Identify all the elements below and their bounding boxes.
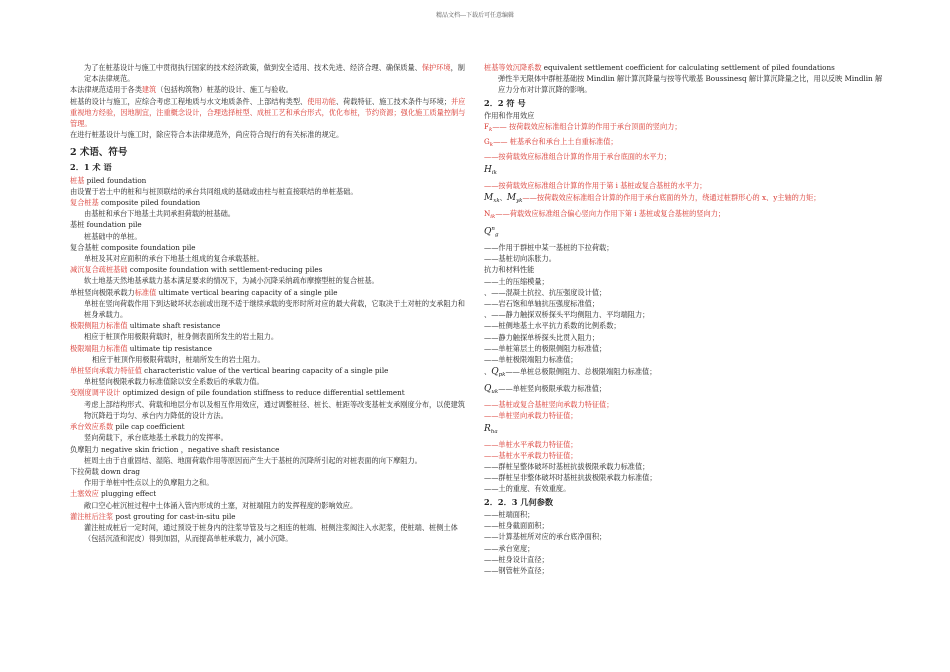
text-run: 桩基等效沉降系数 bbox=[484, 63, 542, 72]
paragraph bbox=[484, 242, 888, 253]
paragraph bbox=[70, 432, 468, 443]
paragraph bbox=[70, 488, 468, 499]
text-run: ——群桩呈非整体破坏时基桩抗拔极限承载力标准值； bbox=[484, 473, 657, 483]
text-run: ——单桩总极限侧阻力、总极限端阻力标准值； bbox=[505, 367, 657, 377]
text-run: ——桩端面积； bbox=[484, 509, 535, 519]
text-run: 、——静力触探双桥探头平均侧阻力、平均端阻力； bbox=[484, 310, 650, 320]
text-run: ——作用于群桩中某一基桩的下拉荷载； bbox=[484, 243, 614, 253]
text-run: 复合基桩 composite foundation pile bbox=[70, 242, 196, 252]
text-run: 灌注桩后注浆 bbox=[70, 511, 114, 521]
paragraph bbox=[70, 275, 468, 286]
subscript: pk bbox=[498, 372, 506, 379]
text-run: 2．2 符 号 bbox=[484, 97, 526, 108]
paragraph bbox=[484, 531, 888, 542]
paragraph bbox=[484, 136, 888, 151]
paragraph bbox=[70, 197, 468, 208]
text-run: 、荷载特征、施工技术条件与环境； bbox=[335, 96, 451, 106]
text-run: ——计算基桩所对应的承台底净面积； bbox=[484, 532, 607, 542]
text-run: post grouting for cast-in-situ pile bbox=[113, 511, 236, 521]
paragraph bbox=[484, 565, 888, 576]
text-run: 单桩在竖向荷载作用下到达破坏状态前或出现不适于继续承载的变形时所对应的最大荷载，它取决于土对桩的支承阻力和桩身承载力。 bbox=[84, 298, 465, 320]
text-run: 相应于桩顶作用极限荷载时，桩身侧表面所发生的岩土阻力。 bbox=[84, 332, 279, 342]
math-symbol: Q bbox=[484, 227, 492, 238]
paragraph bbox=[484, 509, 888, 520]
text-run: 并应重视地方经验，因地制宜，注重概念设计，合理选择桩型、成桩工艺和承台形式，优化布桩，节约资源；强化施工质量控制与管理。 bbox=[70, 96, 466, 129]
text-run: 抗力和材料性能 bbox=[484, 265, 535, 275]
paragraph bbox=[70, 84, 468, 95]
text-run: ultimate vertical bearing capacity of a single pile bbox=[156, 287, 338, 297]
subscript: ik bbox=[491, 169, 497, 176]
text-run: ——按荷载效应标准组合计算的作用于承台底面的外力，绕通过桩群形心的 x、y主轴的力矩； bbox=[522, 192, 821, 202]
paragraph bbox=[70, 231, 468, 242]
text-run: 复合桩基 bbox=[70, 198, 99, 208]
text-run: 保护环境 bbox=[421, 63, 451, 72]
paragraph bbox=[484, 180, 888, 191]
text-run: —— 按荷载效应标准组合计算的作用于承台顶面的竖向力； bbox=[492, 122, 682, 132]
text-run: 桩基 bbox=[70, 175, 85, 185]
text-run: 2．1 术 语 bbox=[70, 162, 112, 173]
text-run: ultimate shaft resistance bbox=[127, 321, 221, 331]
text-run: 单桩及其对应面积的承台下地基土组成的复合承载基桩。 bbox=[84, 254, 264, 264]
text-run: （包括构筑物）桩基的设计、施工与验收。 bbox=[156, 85, 293, 95]
text-run: 由基桩和承台下地基土共同承担荷载的桩基础。 bbox=[84, 209, 235, 219]
subscript: ha bbox=[490, 428, 498, 435]
text-run: 下拉荷载 down drag bbox=[70, 466, 140, 476]
paragraph bbox=[484, 287, 888, 298]
math-symbol: Q bbox=[491, 367, 499, 378]
text-run: 2 术语、符号 bbox=[70, 147, 128, 159]
paragraph bbox=[484, 382, 888, 399]
text-run: 敞口空心桩沉桩过程中土体涌入管内形成的土塞，对桩端阻力的发挥程度的影响效应。 bbox=[84, 500, 358, 510]
right-column bbox=[484, 62, 888, 576]
text-run: ——单桩第层土的极限侧阻力标准值； bbox=[484, 343, 607, 353]
paragraph bbox=[70, 129, 468, 140]
paragraph bbox=[70, 511, 468, 522]
text-run: ——单桩极限端阻力标准值； bbox=[484, 355, 578, 365]
text-run: ——桩侧地基土水平抗力系数的比例系数； bbox=[484, 321, 621, 331]
text-run: 单桩竖向极限承载力 bbox=[70, 287, 135, 297]
math-symbol: R bbox=[484, 423, 491, 434]
paragraph bbox=[70, 62, 468, 84]
paragraph bbox=[484, 298, 888, 309]
section-heading bbox=[484, 98, 888, 109]
text-run: ——土的重度、有效重度。 bbox=[484, 484, 571, 494]
paragraph bbox=[484, 110, 888, 121]
paragraph bbox=[484, 223, 888, 242]
paragraph bbox=[70, 376, 468, 387]
text-run: 变刚度调平设计 bbox=[70, 388, 121, 398]
paragraph bbox=[484, 399, 888, 410]
math-symbol: Q bbox=[484, 384, 492, 395]
text-run: 竖向荷载下，承台底地基土承载力的发挥率。 bbox=[84, 433, 228, 443]
text-run: G bbox=[484, 137, 490, 147]
text-run: ——桩身截面面积； bbox=[484, 521, 549, 531]
math-symbol: M bbox=[506, 192, 517, 203]
paragraph bbox=[484, 253, 888, 264]
paragraph bbox=[484, 151, 888, 162]
paragraph bbox=[70, 331, 468, 342]
text-run: 极限侧阻力标准值 bbox=[70, 321, 128, 331]
paragraph bbox=[484, 62, 888, 73]
paragraph bbox=[70, 387, 468, 398]
text-run: plugging effect bbox=[98, 489, 157, 499]
paragraph bbox=[70, 264, 468, 275]
paragraph bbox=[70, 500, 468, 511]
text-run: 土塞效应 bbox=[70, 489, 99, 499]
text-run: ——土的压缩模量； bbox=[484, 276, 549, 286]
text-run: ，制定本法律规范。 bbox=[84, 63, 465, 84]
text-run: 由设置于岩土中的桩和与桩顶联结的承台共同组成的基础或由柱与桩直接联结的单桩基础。 bbox=[70, 186, 358, 196]
paragraph bbox=[484, 450, 888, 461]
paragraph bbox=[484, 163, 888, 180]
text-run: 桩周土由于自重固结、湿陷、地面荷载作用等原因而产生大于基桩的沉降所引起的对桩表面的向下摩阻力。 bbox=[84, 455, 422, 465]
text-run: 标准值 bbox=[134, 287, 157, 297]
left-column bbox=[70, 62, 468, 544]
text-run: ultimate tip resistance bbox=[127, 343, 212, 353]
paragraph bbox=[70, 477, 468, 488]
text-run: ——单桩竖向极限承载力标准值； bbox=[498, 384, 607, 394]
text-run: 桩基础中的单桩。 bbox=[84, 231, 142, 241]
paragraph bbox=[70, 208, 468, 219]
text-run: optimized design of pile foundation stiffness to reduce differential settlement bbox=[120, 388, 405, 398]
text-run: 使用功能 bbox=[307, 96, 336, 106]
subscript: yk bbox=[516, 197, 523, 204]
text-run: 单桩竖向承载力特征值 bbox=[70, 366, 142, 376]
text-run: 作用于单桩中性点以上的负摩阻力之和。 bbox=[84, 478, 214, 488]
paragraph bbox=[484, 73, 888, 95]
paragraph bbox=[484, 483, 888, 494]
text-run: 减沉复合疏桩基础 bbox=[70, 265, 128, 275]
text-run: ——按荷载效应标准组合计算的作用于第 i 基桩或复合基桩的水平力； bbox=[484, 180, 707, 190]
text-run: 、 bbox=[484, 367, 492, 377]
paragraph bbox=[484, 461, 888, 472]
text-run: 桩基的设计与施工，应综合考虑工程地质与水文地质条件、上部结构类型、 bbox=[70, 96, 308, 106]
text-run: 在进行桩基设计与施工时，除应符合本法律规范外，尚应符合现行的有关标准的规定。 bbox=[70, 130, 344, 140]
text-run: 灌注桩成桩后一定时间，通过预设于桩身内的注浆导管及与之相连的桩端、桩侧注浆阀注入水泥浆，使桩端、桩侧土体（包括沉渣和泥皮）得到加固，从而提高单桩承载力，减小沉降。 bbox=[84, 522, 458, 544]
text-run: 基桩 foundation pile bbox=[70, 220, 142, 230]
text-run: ——桩身设计直径； bbox=[484, 554, 549, 564]
text-run: characteristic value of the vertical bearing capacity of a single pile bbox=[141, 366, 389, 376]
math-symbol: M bbox=[484, 192, 494, 203]
paragraph bbox=[70, 399, 468, 421]
paragraph bbox=[70, 466, 468, 477]
text-run: equivalent settlement coefficient for calculating settlement of piled foundations bbox=[541, 63, 835, 72]
paragraph bbox=[484, 264, 888, 275]
text-run: 建筑 bbox=[141, 85, 157, 95]
paragraph bbox=[484, 309, 888, 320]
text-run: F bbox=[484, 122, 489, 132]
paragraph bbox=[70, 522, 468, 544]
paragraph bbox=[70, 343, 468, 354]
text-run: ——基桩或复合基桩竖向承载力特征值； bbox=[484, 400, 614, 410]
paragraph bbox=[484, 343, 888, 354]
paragraph bbox=[70, 354, 468, 365]
text-run: 弹性半无限体中群桩基础按 Mindlin 解计算沉降量与按等代墩基 Boussinesq 解计算沉降量之比，用以反映 Mindlin 解应力分布对计算沉降的影响。 bbox=[498, 74, 883, 95]
paragraph bbox=[70, 287, 468, 298]
paragraph bbox=[484, 543, 888, 554]
text-run: ——岩石饱和单轴抗压强度标准值； bbox=[484, 299, 600, 309]
paragraph bbox=[70, 242, 468, 253]
text-run: ——基桩水平承载力特征值； bbox=[484, 450, 578, 460]
text-run: 承台效应系数 bbox=[70, 422, 114, 432]
subscript: uk bbox=[491, 389, 499, 396]
paragraph bbox=[484, 121, 888, 136]
text-run: composite foundation with settlement-reducing piles bbox=[127, 265, 323, 275]
text-run: —— 桩基承台和承台上土自重标准值； bbox=[493, 137, 618, 147]
paragraph bbox=[484, 365, 888, 382]
text-run: N bbox=[484, 208, 491, 218]
paragraph bbox=[484, 410, 888, 421]
subscript: g bbox=[494, 232, 499, 239]
text-run: 、——混凝土抗拉、抗压强度设计值； bbox=[484, 287, 607, 297]
page-header: 精品文档---下载后可任意编辑 bbox=[435, 12, 515, 19]
text-run: 为了在桩基设计与施工中贯彻执行国家的技术经济政策，做到安全适用、技术先进、经济合理、确保质量、 bbox=[84, 63, 422, 72]
paragraph bbox=[70, 219, 468, 230]
subscript: k bbox=[489, 142, 494, 149]
text-run: 负摩阻力 negative skin friction ，negative shaft resistance bbox=[70, 444, 280, 454]
paragraph bbox=[70, 253, 468, 264]
text-run: piled foundation bbox=[84, 175, 147, 185]
text-run: ——静力触探单桥探头比贯入阻力； bbox=[484, 332, 600, 342]
text-run: 2．2．3 几何参数 bbox=[484, 496, 554, 507]
paragraph bbox=[70, 298, 468, 320]
text-run: ——承台宽度； bbox=[484, 543, 535, 553]
subscript: ik bbox=[490, 213, 496, 220]
paragraph bbox=[484, 191, 888, 208]
text-run: 作用和作用效应 bbox=[484, 110, 535, 120]
paragraph bbox=[70, 421, 468, 432]
text-run: 考虑上部结构形式、荷载和地层分布以及相互作用效应，通过调整桩径、桩长、桩距等改变基桩支承刚度分布，以使建筑物沉降趋于均匀、承台内力降低的设计方法。 bbox=[84, 399, 465, 420]
text-run: 相应于桩顶作用极限荷载时，桩端所发生的岩土阻力。 bbox=[92, 354, 265, 364]
text-run: ——群桩呈整体破坏时基桩抗拔极限承载力标准值； bbox=[484, 462, 650, 472]
text-run: 单桩竖向极限承载力标准值除以安全系数后的承载力值。 bbox=[84, 377, 264, 387]
paragraph bbox=[484, 332, 888, 343]
text-run: 极限端阻力标准值 bbox=[70, 343, 128, 353]
paragraph bbox=[70, 96, 468, 130]
text-run: ——单桩水平承载力特征值； bbox=[484, 439, 578, 449]
text-run: pile cap coefficient bbox=[113, 422, 185, 432]
paragraph bbox=[484, 208, 888, 223]
paragraph bbox=[70, 444, 468, 455]
subscript: k bbox=[489, 127, 493, 134]
text-run: ——按荷载效应标准组合计算的作用于承台底面的水平力； bbox=[484, 152, 671, 162]
section-heading bbox=[484, 497, 888, 508]
text-run: composite piled foundation bbox=[98, 198, 201, 208]
text-run: ——单桩竖向承载力特征值； bbox=[484, 411, 578, 421]
paragraph bbox=[484, 422, 888, 439]
paragraph bbox=[484, 472, 888, 483]
paragraph bbox=[70, 320, 468, 331]
math-symbol: H bbox=[484, 164, 492, 175]
text-run: ——荷载效应标准组合偏心竖向力作用下第 i 基桩或复合基桩的竖向力； bbox=[495, 208, 726, 218]
section-heading bbox=[70, 146, 468, 159]
text-run: ——钢管桩外直径； bbox=[484, 565, 549, 575]
paragraph bbox=[484, 320, 888, 331]
paragraph bbox=[70, 175, 468, 186]
paragraph bbox=[484, 520, 888, 531]
paragraph bbox=[70, 365, 468, 376]
text-run: 本法律规范适用于各类 bbox=[70, 85, 142, 95]
text-run: ——基桩切向冻胀力。 bbox=[484, 254, 556, 264]
paragraph bbox=[484, 554, 888, 565]
paragraph bbox=[484, 354, 888, 365]
text-run: 、 bbox=[499, 192, 507, 202]
text-run: 软土地基天然地基承载力基本满足要求的情况下，为减小沉降采纳疏布摩擦型桩的复合桩基。 bbox=[84, 276, 379, 286]
paragraph bbox=[70, 186, 468, 197]
section-heading bbox=[70, 162, 468, 173]
paragraph bbox=[70, 455, 468, 466]
subscript: xk bbox=[493, 197, 500, 204]
superscript: n bbox=[491, 226, 495, 233]
paragraph bbox=[484, 276, 888, 287]
paragraph bbox=[484, 439, 888, 450]
